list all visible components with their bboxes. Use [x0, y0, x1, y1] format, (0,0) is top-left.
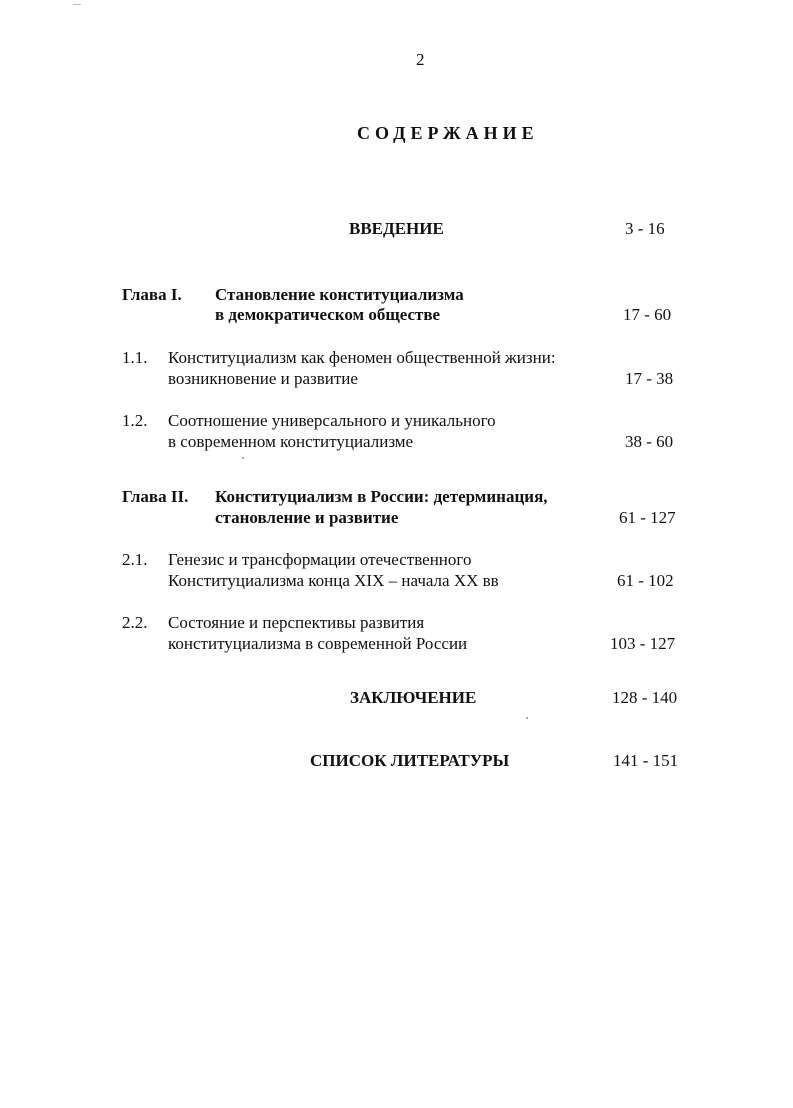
- section-2-1-pages: 61 - 102: [617, 571, 674, 590]
- chapter-1-title-line1: Становление конституциализма: [215, 285, 464, 304]
- toc-bibliography-label: СПИСОК ЛИТЕРАТУРЫ: [310, 751, 510, 770]
- chapter-2-pages: 61 - 127: [619, 508, 676, 527]
- chapter-1-pages: 17 - 60: [623, 305, 672, 324]
- scan-speck: [242, 457, 244, 459]
- section-2-1-number: 2.1.: [122, 550, 148, 569]
- toc-introduction-label: ВВЕДЕНИЕ: [349, 219, 444, 238]
- chapter-2-title-line1: Конституциализм в России: детерминация,: [215, 487, 548, 506]
- page-title: СОДЕРЖАНИЕ: [357, 123, 539, 143]
- section-2-1-title-line2: Конституциализма конца XIX – начала XX вв: [168, 571, 499, 590]
- section-1-1-title-line2: возникновение и развитие: [168, 369, 358, 388]
- toc-conclusion-label: ЗАКЛЮЧЕНИЕ: [350, 688, 477, 707]
- chapter-1-label: Глава I.: [122, 285, 182, 304]
- section-1-1-title-line1: Конституциализм как феномен общественной жизни:: [168, 348, 556, 367]
- page-number: 2: [416, 50, 425, 69]
- chapter-1-title-line2: в демократическом обществе: [215, 305, 441, 324]
- section-1-2-number: 1.2.: [122, 411, 148, 430]
- section-2-1-title-line1: Генезис и трансформации отечественного: [168, 550, 472, 569]
- section-2-2-title-line2: конституциализма в современной России: [168, 634, 468, 653]
- section-1-1-pages: 17 - 38: [625, 369, 674, 388]
- toc-introduction-pages: 3 - 16: [625, 219, 665, 238]
- scan-speck: [526, 717, 528, 719]
- section-1-2-title-line1: Соотношение универсального и уникального: [168, 411, 496, 430]
- section-2-2-number: 2.2.: [122, 613, 148, 632]
- scan-mark: [73, 4, 81, 5]
- toc-bibliography-pages: 141 - 151: [613, 751, 679, 770]
- section-2-2-title-line1: Состояние и перспективы развития: [168, 613, 425, 632]
- chapter-2-title-line2: становление и развитие: [215, 508, 399, 527]
- chapter-2-label: Глава II.: [122, 487, 189, 506]
- section-2-2-pages: 103 - 127: [610, 634, 676, 653]
- toc-conclusion-pages: 128 - 140: [612, 688, 678, 707]
- section-1-2-title-line2: в современном конституциализме: [168, 432, 414, 451]
- section-1-1-number: 1.1.: [122, 348, 148, 367]
- section-1-2-pages: 38 - 60: [625, 432, 674, 451]
